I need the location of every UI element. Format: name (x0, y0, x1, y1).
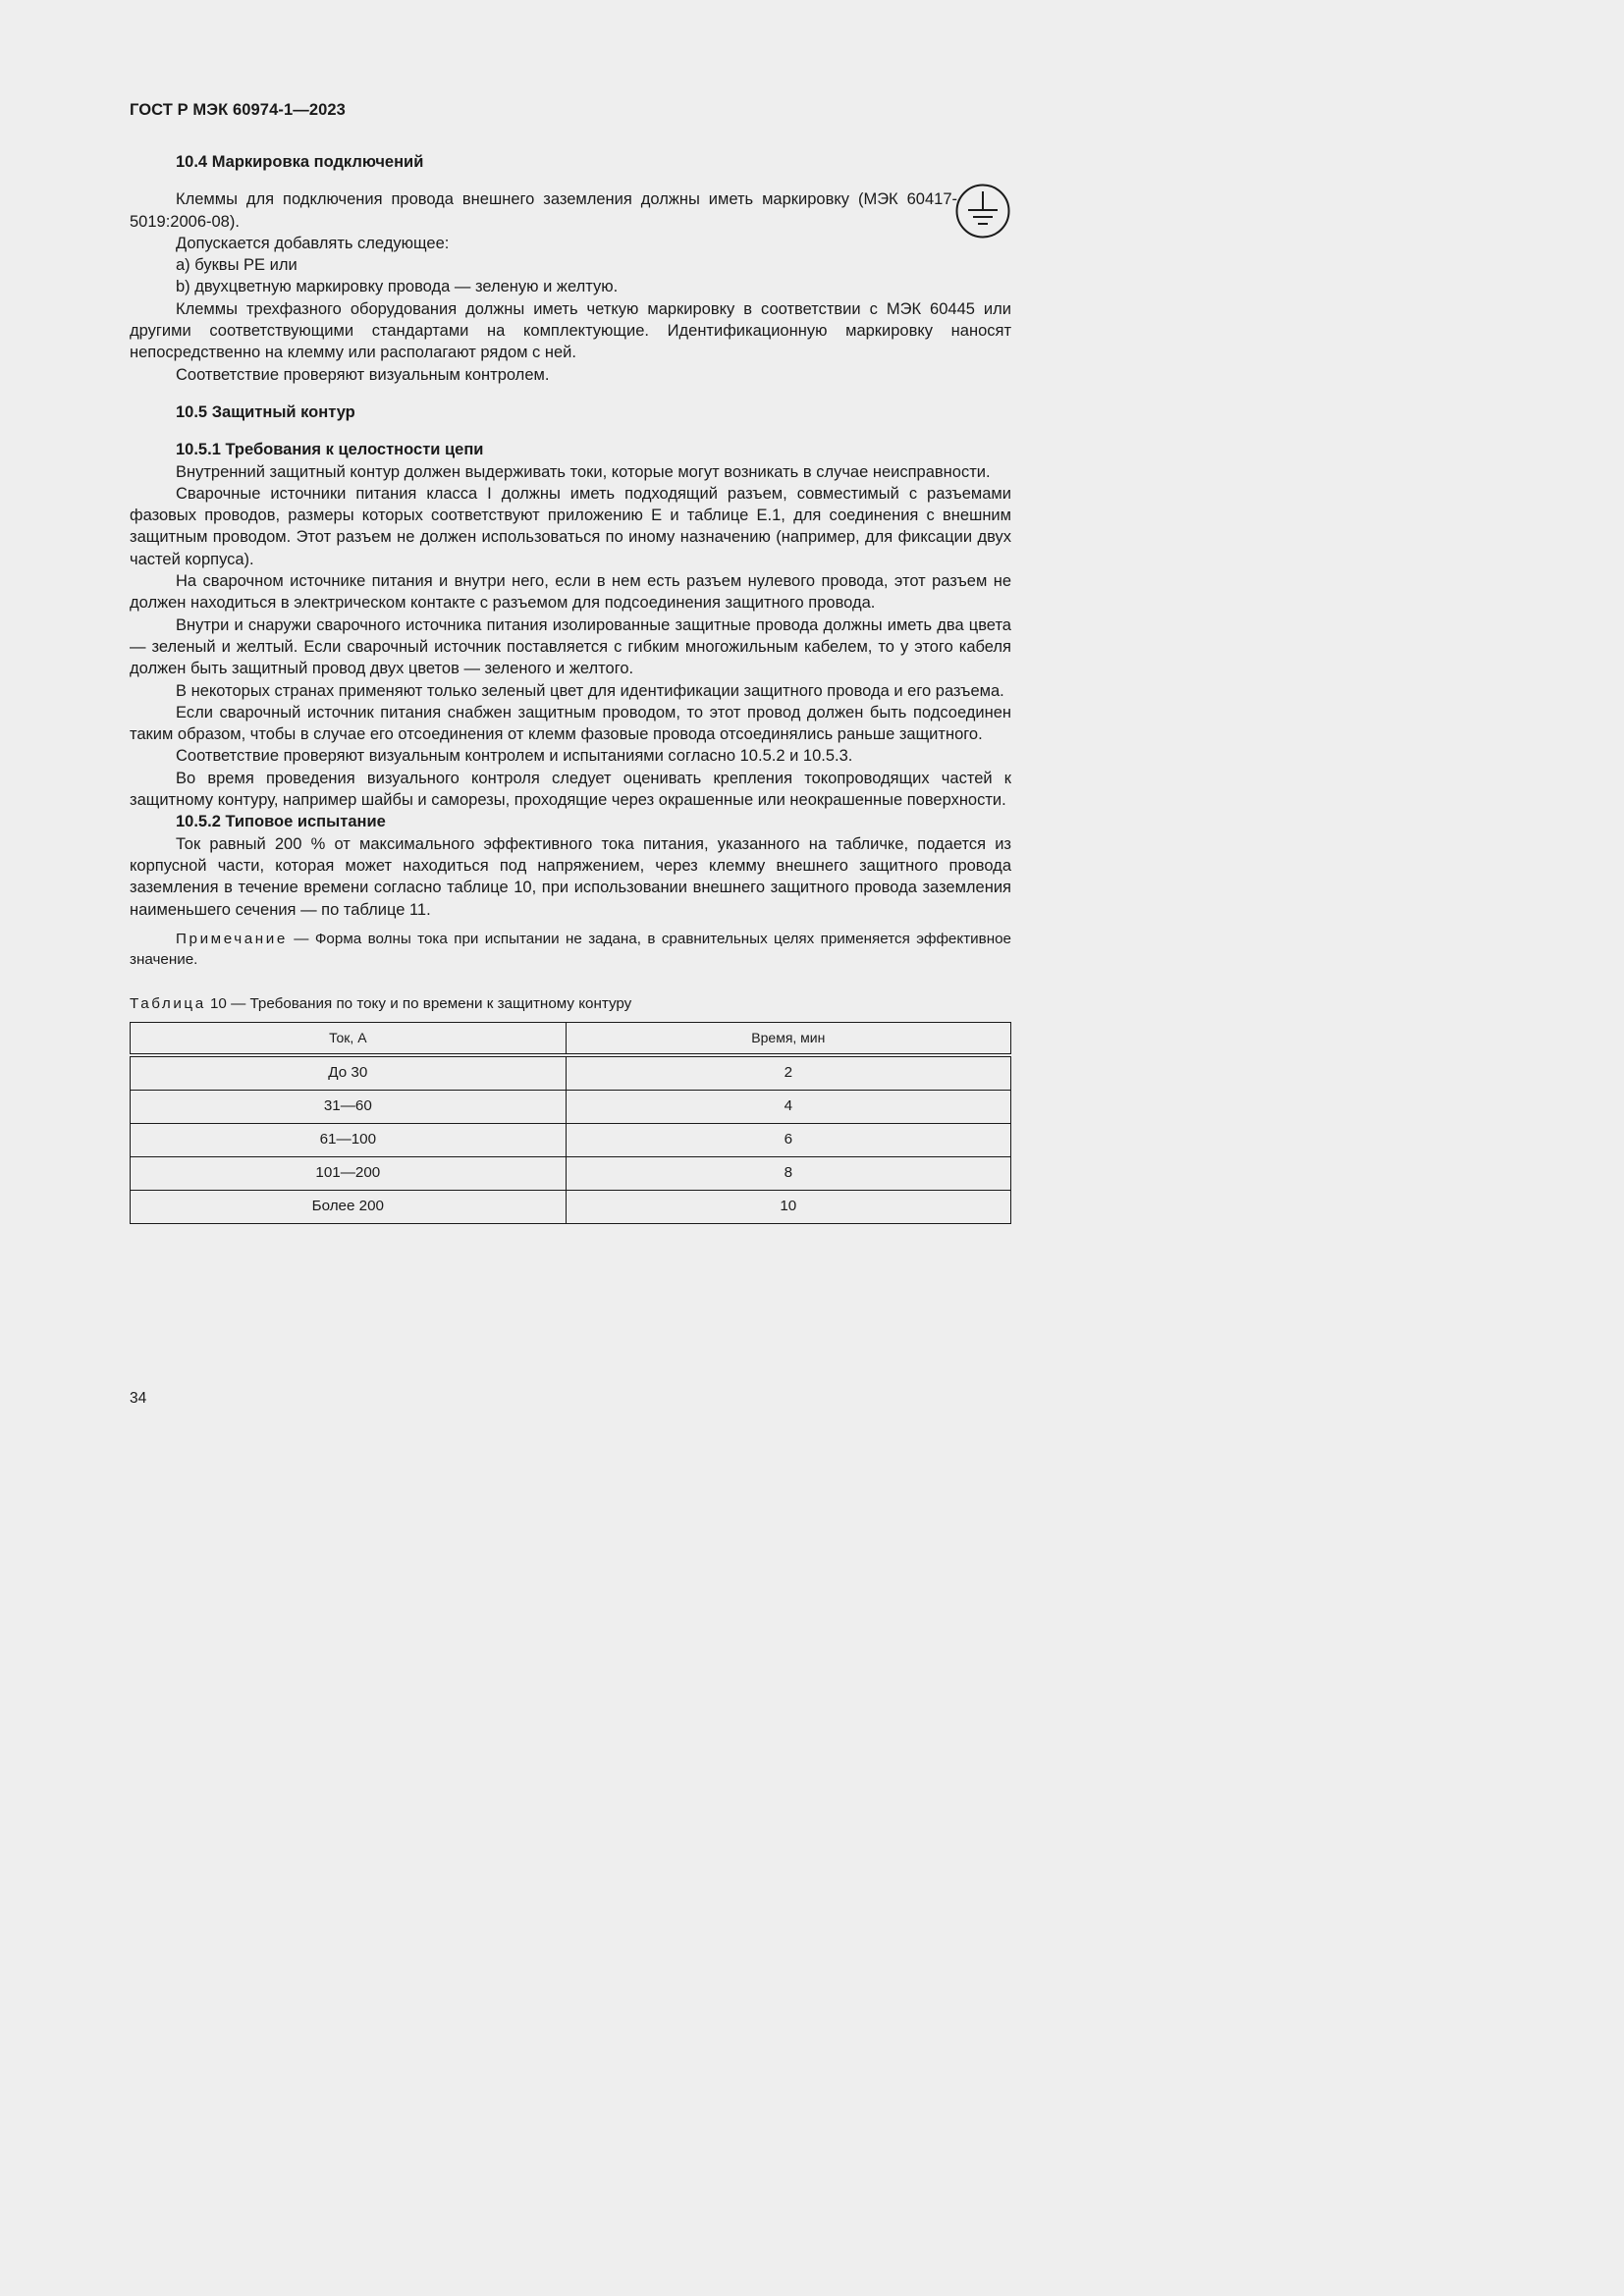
table-cell: 61—100 (131, 1123, 567, 1156)
table-caption-label: Таблица (130, 994, 206, 1012)
table-cell: 10 (566, 1190, 1010, 1223)
list-item: b) двухцветную маркировку провода — зеленую и желтую. (176, 278, 619, 296)
table-cell: 31—60 (131, 1090, 567, 1123)
table-header-row (131, 1022, 1011, 1055)
paragraph: Внутри и снаружи сварочного источника питания изолированные защитные провода должны иметь два цвета — зеленый и желтый. Если сварочный источник поставляется с гибким многожильным кабелем, то у этого кабеля должен быть защитный провод двух цветов — зеленого и желтого. (130, 615, 1011, 678)
table-row (131, 1190, 1011, 1223)
paragraph: Клеммы трехфазного оборудования должны иметь четкую маркировку в соответствии с МЭК 60445 или другими соответствующими стандартами на комплектующие. Идентификационную маркировку наносят непосредственно на клемму или располагают рядом с ней. (130, 299, 1011, 362)
paragraph: Сварочные источники питания класса I должны иметь подходящий разъем, совместимый с разъемами фазовых проводов, размеры которых соответствуют приложению E и таблице E.1, для соединения с внешним защитным проводом. Этот разъем не должен использоваться по иному назначению (например, для фиксации двух частей корпуса). (130, 484, 1011, 568)
table-cell: 2 (566, 1055, 1010, 1091)
paragraph: В некоторых странах применяют только зеленый цвет для идентификации защитного провода и его разъема. (176, 681, 1004, 700)
section-10-5-heading: 10.5 Защитный контур (176, 402, 355, 421)
table-cell: 6 (566, 1123, 1010, 1156)
page-number: 34 (130, 1390, 147, 1407)
table-cell: Более 200 (131, 1190, 567, 1223)
table-row (131, 1055, 1011, 1091)
paragraph: Соответствие проверяют визуальным контролем. (176, 365, 550, 384)
paragraph: Ток равный 200 % от максимального эффективного тока питания, указанного на табличке, подается из корпусной части, которая может находиться под напряжением, через клемму внешнего защитного провода заземления в течение времени согласно таблице 10, при использовании внешнего защитного провода заземления наименьшего сечения — по таблице 11. (130, 834, 1011, 919)
column-header-time: Время, мин (566, 1022, 1010, 1055)
table-caption (130, 994, 1011, 1014)
list-item: a) буквы PE или (176, 256, 298, 275)
document-code-header: ГОСТ Р МЭК 60974-1—2023 (130, 101, 346, 119)
paragraph: Соответствие проверяют визуальным контролем и испытаниями согласно 10.5.2 и 10.5.3. (176, 747, 853, 766)
table-cell: 8 (566, 1156, 1010, 1190)
paragraph: Если сварочный источник питания снабжен защитным проводом, то этот провод должен быть подсоединен таким образом, чтобы в случае его отсоединения от клемм фазовые провода отсоединялись раньше защитного. (130, 703, 1011, 744)
note (130, 929, 1011, 970)
section-10-4-heading: 10.4 Маркировка подключений (176, 153, 424, 171)
table-caption-text: 10 — Требования по току и по времени к защитному контуру (205, 994, 632, 1012)
paragraph: Внутренний защитный контур должен выдерживать токи, которые могут возникать в случае неисправности. (176, 462, 991, 481)
table-row (131, 1090, 1011, 1123)
table-cell: 101—200 (131, 1156, 567, 1190)
paragraph: Во время проведения визуального контроля следует оценивать крепления токопроводящих частей к защитному контуру, например шайбы и саморезы, проходящие через окрашенные или неокрашенные поверхности. (130, 769, 1011, 810)
paragraph: Допускается добавлять следующее: (176, 234, 450, 252)
paragraph: Клеммы для подключения провода внешнего заземления должны иметь маркировку (МЭК 60417-5019:2006-08). (130, 190, 957, 231)
table-cell: 4 (566, 1090, 1010, 1123)
paragraph: На сварочном источнике питания и внутри него, если в нем есть разъем нулевого провода, этот разъем не должен находиться в электрическом контакте с разъемом для подсоединения защитного провода. (130, 572, 1011, 613)
section-10-5-1-heading: 10.5.1 Требования к целостности цепи (176, 441, 484, 459)
document-body (130, 151, 1011, 1224)
note-text: — Форма волны тока при испытании не задана, в сравнительных целях применяется эффективное значение. (130, 930, 1011, 968)
table-cell: До 30 (131, 1055, 567, 1091)
table-row (131, 1123, 1011, 1156)
table-row (131, 1156, 1011, 1190)
note-label: Примечание (176, 930, 288, 947)
table-10 (130, 1022, 1011, 1224)
section-10-5-2-heading: 10.5.2 Типовое испытание (176, 813, 386, 831)
column-header-current: Ток, А (131, 1022, 567, 1055)
